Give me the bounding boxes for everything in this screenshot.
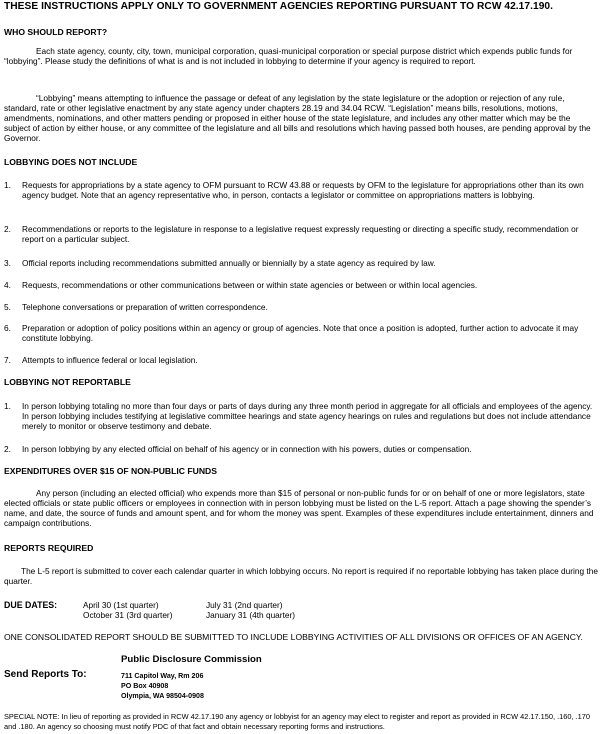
reports-required-text: The L-5 report is submitted to cover each calendar quarter in which lobbying occurs. No report is required if no reportable lobbying has taken place during the quarter. xyxy=(4,566,598,586)
item-text: In person lobbying by any elected official on behalf of his agency or in connection with his powers, duties or compensation. xyxy=(22,444,472,454)
not-include-item xyxy=(4,224,598,244)
item-number: 1. xyxy=(4,401,11,411)
reports-required-paragraph xyxy=(4,566,598,586)
item-text: Attempts to influence federal or local legislation. xyxy=(22,355,198,365)
special-note: SPECIAL NOTE: In lieu of reporting as provided in RCW 42.17.190 any agency or lobbyist for an agency may elect to register and report as provided in RCW 42.17.150, .160, .170 and .180. An agency so choosing must notify PDC of that fact and obtain necessary reporting forms and instructions. xyxy=(4,712,590,731)
item-text: Recommendations or reports to the legislature in response to a legislative request expressly requesting or directing a specific study, recommendation or report on a particular subject. xyxy=(22,224,579,244)
not-include-item xyxy=(4,280,598,290)
due-date-q3: October 31 (3rd quarter) xyxy=(83,610,173,620)
item-text: In person lobbying totaling no more than four days or parts of days during any three month period in aggregate for all officials and employees of the agency. In person lobbying includes testifying at legislative committee hearings and state agency hearings on rules and regulations but does not include attendance merely to monitor or observe testimony and debate. xyxy=(22,401,593,431)
due-dates xyxy=(4,599,404,621)
consolidated-report-note: ONE CONSOLIDATED REPORT SHOULD BE SUBMITTED TO INCLUDE LOBBYING ACTIVITIES OF ALL DIVISIONS OR OFFICES OF AN AGENCY. xyxy=(4,632,583,642)
due-date-q2: July 31 (2nd quarter) xyxy=(206,600,283,610)
not-include-heading: LOBBYING DOES NOT INCLUDE xyxy=(4,157,138,167)
item-number: 4. xyxy=(4,280,11,290)
who-paragraph-1 xyxy=(4,46,598,66)
item-text: Requests, recommendations or other communications between or within state agencies or between or within local agencies. xyxy=(22,280,478,290)
reports-required-heading: REPORTS REQUIRED xyxy=(4,543,94,553)
due-dates-label: DUE DATES: xyxy=(4,600,58,610)
page-title: THESE INSTRUCTIONS APPLY ONLY TO GOVERNMENT AGENCIES REPORTING PURSUANT TO RCW 42.17.190. xyxy=(4,1,554,12)
item-number: 2. xyxy=(4,444,11,454)
send-reports-label: Send Reports To: xyxy=(4,669,87,680)
who-paragraph-2-text: “Lobbying” means attempting to influence the passage or defeat of any legislation by the state legislature or the adoption or rejection of any rule, standard, rate or other legislative enactment by any state agency under chapters 28.19 and 34.04 RCW. “Legislation” means bills, resolutions, motions, amendments, nominations, and other matters pending or proposed in either house of the state legislature, and includes any other matter which may be the subject of action by either house, or any committee of the legislature and all bills and resolutions which having passed both houses, are pending approval by the Governor. xyxy=(4,93,591,143)
not-include-item xyxy=(4,302,598,312)
item-text: Requests for appropriations by a state agency to OFM pursuant to RCW 43.88 or requests by OFM to the legislature for appropriations other than its own agency budget. Note that an agency representative who, in person, contacts a legislator or committee on appropriations matters is lobbying. xyxy=(22,180,584,200)
item-text: Telephone conversations or preparation of written correspondence. xyxy=(22,302,268,312)
due-date-q4: January 31 (4th quarter) xyxy=(206,610,296,620)
due-date-q1: April 30 (1st quarter) xyxy=(83,600,159,610)
who-paragraph-2 xyxy=(4,93,598,143)
address-line-2: PO Box 40908 xyxy=(121,682,169,690)
mailing-address xyxy=(121,671,204,701)
item-number: 6. xyxy=(4,323,11,333)
expenditures-paragraph xyxy=(4,488,598,528)
item-text: Official reports including recommendations submitted annually or biennially by a state agency as required by law. xyxy=(22,258,436,268)
not-reportable-item xyxy=(4,401,598,431)
item-number: 5. xyxy=(4,302,11,312)
item-text: Preparation or adoption of policy positions within an agency or group of agencies. Note that once a position is adopted, further action to advocate it may constitute lobbying. xyxy=(22,323,579,343)
expenditures-text: Any person (including an elected official) who expends more than $15 of personal or non-public funds for or on behalf of one or more legislators, state elected officials or state public officers or employees in connection with in person lobbying must be listed on the L-5 report. Attach a page showing the spender’s name, and date, the source of funds and amount spent, and for whom the money was spent. Examples of these expenditures include entertainment, dinners and campaign contributions. xyxy=(4,488,594,528)
not-reportable-heading: LOBBYING NOT REPORTABLE xyxy=(4,377,131,387)
not-include-item xyxy=(4,180,598,200)
not-reportable-item xyxy=(4,444,598,454)
address-line-3: Olympia, WA 98504-0908 xyxy=(121,692,204,700)
commission-name: Public Disclosure Commission xyxy=(121,654,262,665)
item-number: 1. xyxy=(4,180,11,190)
item-number: 3. xyxy=(4,258,11,268)
not-include-item xyxy=(4,323,598,343)
address-line-1: 711 Capitol Way, Rm 206 xyxy=(121,672,204,680)
item-number: 7. xyxy=(4,355,11,365)
not-include-item xyxy=(4,355,598,365)
not-include-item xyxy=(4,258,598,268)
expenditures-heading: EXPENDITURES OVER $15 OF NON-PUBLIC FUNDS xyxy=(4,466,217,476)
who-paragraph-1-text: Each state agency, county, city, town, municipal corporation, quasi-municipal corporation or special purpose district which expends public funds for “lobbying”. Please study the definitions of what is and is not included in lobbying to determine if your agency is required to report. xyxy=(4,46,573,66)
who-heading: WHO SHOULD REPORT? xyxy=(4,27,108,37)
item-number: 2. xyxy=(4,224,11,234)
